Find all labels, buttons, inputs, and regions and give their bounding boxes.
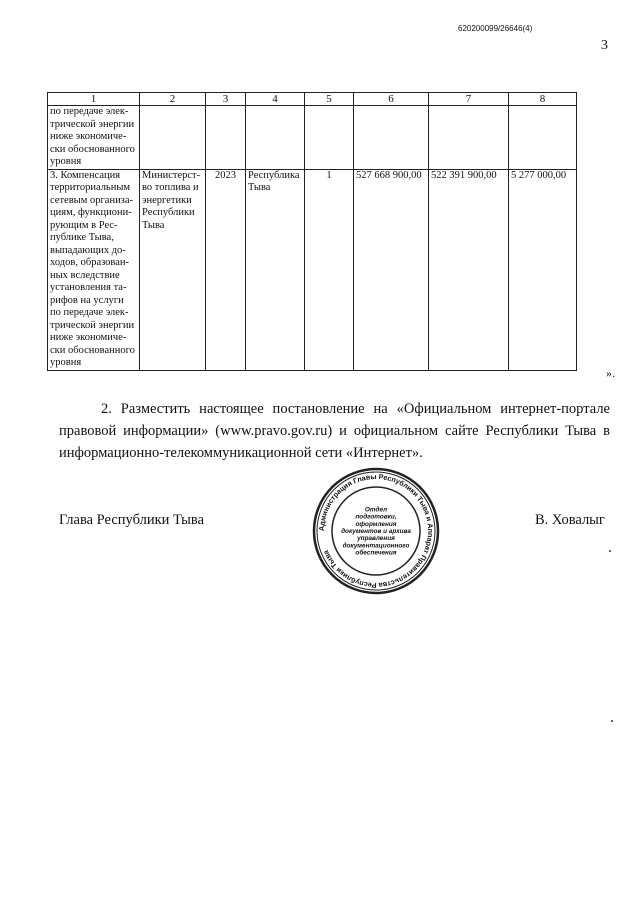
stamp-line: Отдел: [364, 506, 388, 514]
closing-quote: ».: [606, 366, 615, 380]
scan-speck: [609, 550, 611, 552]
table-cell: [140, 106, 206, 170]
table-cell: [354, 106, 429, 170]
body-paragraph: 2. Разместить настоящее постановление на «Официальном интернет-портале правовой информации» (www.pravo.gov.ru) и официальном сайте Республики Тыва в информационно-телекоммуникационной сети «Интернет».: [59, 401, 610, 461]
table-cell-amount-regional: 5 277 000,00: [509, 169, 577, 370]
stamp-line: подготовки,: [355, 513, 397, 521]
official-stamp: [312, 467, 440, 595]
column-number: 2: [140, 93, 206, 106]
stamp-line: документационного: [342, 542, 410, 550]
column-number: 7: [429, 93, 509, 106]
table-cell-executor: Министерст- во топлива и энергетики Республики Тыва: [140, 169, 206, 370]
scan-speck: [611, 720, 613, 722]
page-number: 3: [601, 38, 608, 53]
column-number: 1: [48, 93, 140, 106]
table-cell: [509, 106, 577, 170]
table-cell-region: Республика Тыва: [246, 169, 305, 370]
table-cell-year: 2023: [206, 169, 246, 370]
column-number: 8: [509, 93, 577, 106]
table-row: [48, 106, 577, 170]
svg-text:Администрация Главы Республики: Администрация Главы Республики Тыва и Аппарат Правительства Республики Тыва: [316, 471, 436, 591]
table-cell-count: 1: [305, 169, 354, 370]
signature-position: Глава Республики Тыва: [59, 512, 205, 528]
table-header-row: [48, 93, 577, 106]
signature-name: В. Ховалыг: [535, 512, 605, 528]
table-cell: [206, 106, 246, 170]
table-row: [48, 169, 577, 370]
table-cell-measure: по передаче элек- трической энергии ниже экономиче- ски обоснованного уровня: [48, 106, 140, 170]
table-cell: [429, 106, 509, 170]
table-cell-measure: 3. Компенсация территориальным сетевым организа- циям, функциони- рующим в Рес- публике Тыва, выпадающих до- ходов, образован- ных вследствие установления та- рифов на услуги по передаче элек- трической энергии ниже экономиче- ски обоснованного уровня: [48, 169, 140, 370]
stamp-line: оформления: [355, 520, 397, 528]
table-cell-amount-total: 527 668 900,00: [354, 169, 429, 370]
stamp-line: управления: [357, 535, 395, 543]
column-number: 5: [305, 93, 354, 106]
table-cell: [246, 106, 305, 170]
stamp-line: документов и архива: [341, 528, 411, 535]
document-code: 620200099/26646(4): [458, 24, 533, 33]
table-cell: [305, 106, 354, 170]
column-number: 4: [246, 93, 305, 106]
data-table: [47, 92, 577, 371]
column-number: 3: [206, 93, 246, 106]
column-number: 6: [354, 93, 429, 106]
table-cell-amount-federal: 522 391 900,00: [429, 169, 509, 370]
stamp-line: обеспечения: [355, 549, 397, 557]
